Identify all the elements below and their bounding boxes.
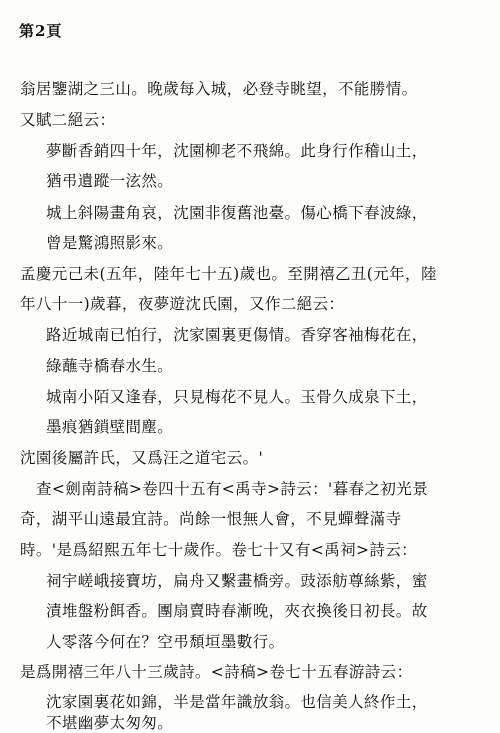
text-line: 曾是驚鴻照影來。	[46, 234, 174, 252]
text-line: 時。'是爲紹熙五年七十歲作。卷七十又有<禹祠>詩云：	[20, 541, 418, 559]
text-line: 查<劍南詩稿>卷四十五有<禹寺>詩云：'暮春之初光景	[36, 480, 429, 498]
text-line: 沈園後屬許氏，又爲汪之道宅云。'	[20, 449, 264, 467]
text-line: 沈家園裏花如錦，半是當年識放翁。也信美人終作土，	[46, 693, 428, 711]
text-line: 孟慶元己未(五年，陸年七十五)歲也。至開禧乙丑(元年，陸	[20, 265, 437, 283]
text-line: 綠蘸寺橋春水生。	[46, 357, 174, 375]
text-line: 城上斜陽畫角哀，沈園非復舊池臺。傷心橋下春波綠，	[46, 204, 428, 222]
text-line: 祠宇嵯峨接寶坊，扁舟又繫畫橋旁。豉添舫尊絲紫，蜜	[46, 572, 428, 590]
text-line: 城南小陌又逢春，只見梅花不見人。玉骨久成泉下土，	[46, 388, 428, 406]
text-line: 不堪幽夢太匆匆。	[46, 714, 174, 732]
text-line: 猶弔遺蹤一泫然。	[46, 172, 174, 190]
text-line: 人零落今何在？空弔頹垣墨數行。	[46, 633, 285, 651]
text-line: 翁居鑒湖之三山。晚歲每入城，必登寺眺望，不能勝情。	[20, 80, 418, 98]
text-line: 路近城南已怕行，沈家園裏更傷情。香穿客袖梅花在，	[46, 326, 428, 344]
page-number: 第2頁	[19, 22, 63, 40]
text-line: 年八十一)歲暮，夜夢遊沈氏園，又作二絕云：	[20, 295, 345, 313]
text-line: 又賦二絕云：	[20, 111, 116, 129]
text-line: 墨痕猶鎖壁間塵。	[46, 418, 174, 436]
text-line: 漬堆盤粉餌香。團扇賣時春漸晚，夾衣換後日初長。故	[46, 602, 428, 620]
text-line: 是爲開禧三年八十三歲詩。<詩稿>卷七十五春游詩云：	[20, 663, 413, 681]
text-line: 奇，湖平山遠最宜詩。尚餘一恨無人會，不見蟬聲滿寺	[20, 510, 402, 528]
text-line: 夢斷香銷四十年，沈園柳老不飛綿。此身行作稽山土，	[46, 142, 428, 160]
